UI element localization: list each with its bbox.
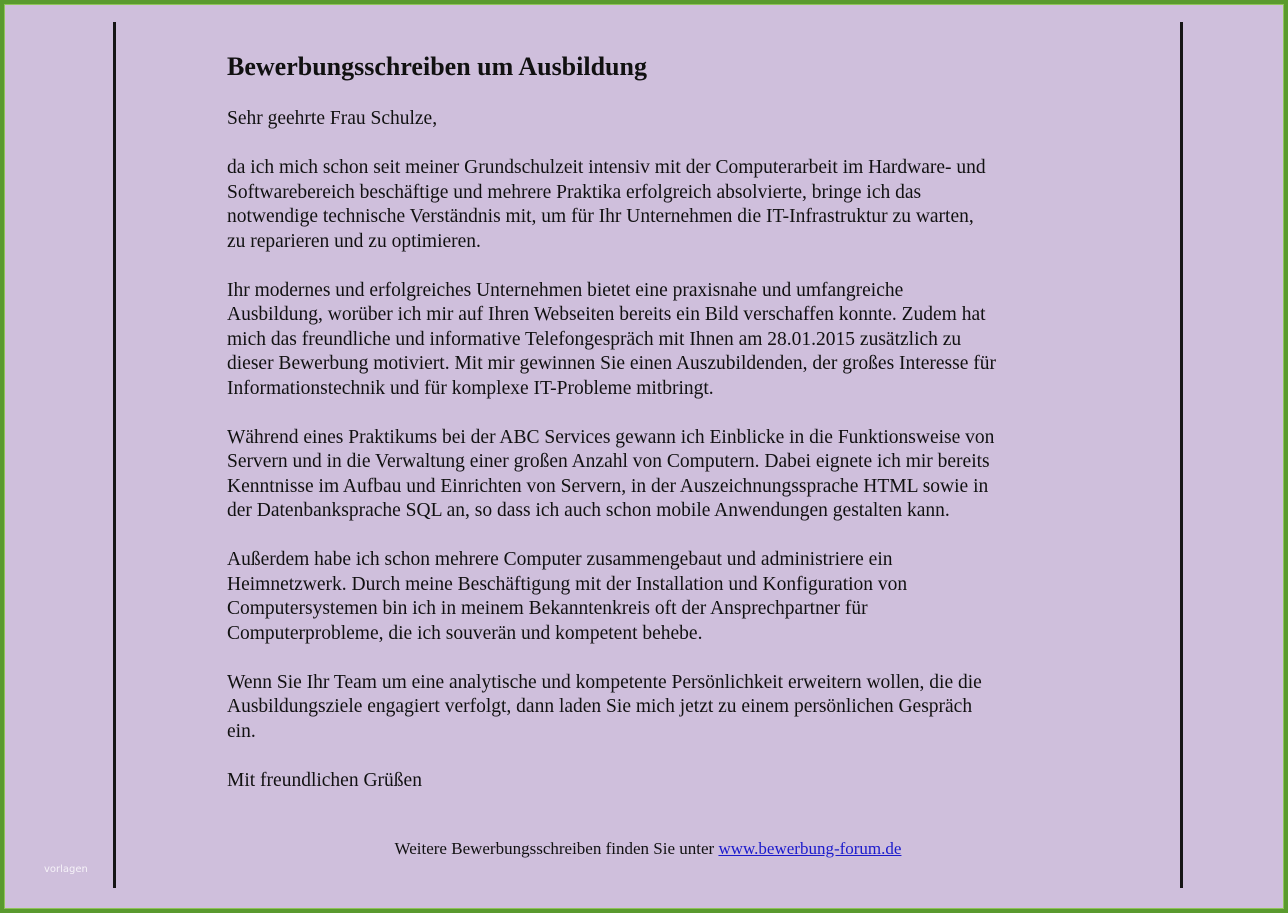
- letter-body: [227, 50, 1087, 793]
- paragraph-line: Computerprobleme, die ich souverän und kompetent behebe.: [227, 622, 703, 644]
- paragraph-line: Computersystemen bin ich in meinem Bekanntenkreis oft der Ansprechpartner für: [227, 598, 868, 619]
- footer-note: [4, 838, 1288, 860]
- letter-paragraph: [227, 671, 1087, 745]
- paragraph-line: notwendige technische Verständnis mit, um für Ihr Unternehmen die IT-Infrastruktur zu warten,: [227, 206, 974, 227]
- watermark-text: vorlagen: [44, 864, 88, 875]
- paragraph-line: Ausbildungsziele engagiert verfolgt, dann laden Sie mich jetzt zu einem persönlichen Gespräch: [227, 696, 973, 717]
- closing-line: Mit freundlichen Grüßen: [227, 769, 422, 791]
- letter-paragraphs: [227, 156, 1087, 744]
- paragraph-line: zu reparieren und zu optimieren.: [227, 230, 481, 252]
- paragraph-line: Informationstechnik und für komplexe IT-Probleme mitbringt.: [227, 377, 714, 399]
- paragraph-line: Ihr modernes und erfolgreiches Unternehmen bietet eine praxisnahe und umfangreiche: [227, 279, 904, 301]
- letter-paragraph: [227, 548, 1087, 646]
- paragraph-line: Servern und in die Verwaltung einer großen Anzahl von Computern. Dabei eignete ich mir bereits: [227, 451, 990, 472]
- letter-paragraph: [227, 279, 1087, 402]
- footer-text: Weitere Bewerbungsschreiben finden Sie unter: [394, 839, 719, 858]
- footer-link[interactable]: www.bewerbung-forum.de: [718, 839, 902, 858]
- paragraph-line: Kenntnisse im Aufbau und Einrichten von Servern, in der Auszeichnungssprache HTML sowie in: [227, 475, 989, 497]
- letter-paragraph: [227, 156, 1087, 254]
- right-vertical-rule: [1180, 22, 1183, 888]
- paragraph-line: Softwarebereich beschäftige und mehrere Praktika erfolgreich absolvierte, bringe ich das: [227, 181, 922, 203]
- paragraph-line: dieser Bewerbung motiviert. Mit mir gewinnen Sie einen Auszubildenden, der großes Interesse für: [227, 353, 996, 374]
- letter-title: Bewerbungsschreiben um Ausbildung: [227, 52, 647, 81]
- paragraph-line: da ich mich schon seit meiner Grundschulzeit intensiv mit der Computerarbeit im Hardware- und: [227, 157, 986, 178]
- left-vertical-rule: [113, 22, 116, 888]
- paragraph-line: ein.: [227, 720, 256, 742]
- paragraph-line: Heimnetzwerk. Durch meine Beschäftigung mit der Installation und Konfiguration von: [227, 573, 908, 595]
- paragraph-line: Wenn Sie Ihr Team um eine analytische und kompetente Persönlichkeit erweitern wollen, die die: [227, 671, 982, 693]
- salutation: Sehr geehrte Frau Schulze,: [227, 108, 438, 129]
- paragraph-line: Außerdem habe ich schon mehrere Computer zusammengebaut und administriere ein: [227, 549, 893, 570]
- paragraph-line: Während eines Praktikums bei der ABC Services gewann ich Einblicke in die Funktionsweise von: [227, 426, 995, 448]
- paragraph-line: der Datenbanksprache SQL an, so dass ich auch schon mobile Anwendungen gestalten kann.: [227, 500, 950, 521]
- paragraph-line: Ausbildung, worüber ich mir auf Ihren Webseiten bereits ein Bild verschaffen konnte. Zudem hat: [227, 304, 986, 325]
- paragraph-line: mich das freundliche und informative Telefongespräch mit Ihnen am 28.01.2015 zusätzlich zu: [227, 328, 962, 350]
- letter-paragraph: [227, 426, 1087, 524]
